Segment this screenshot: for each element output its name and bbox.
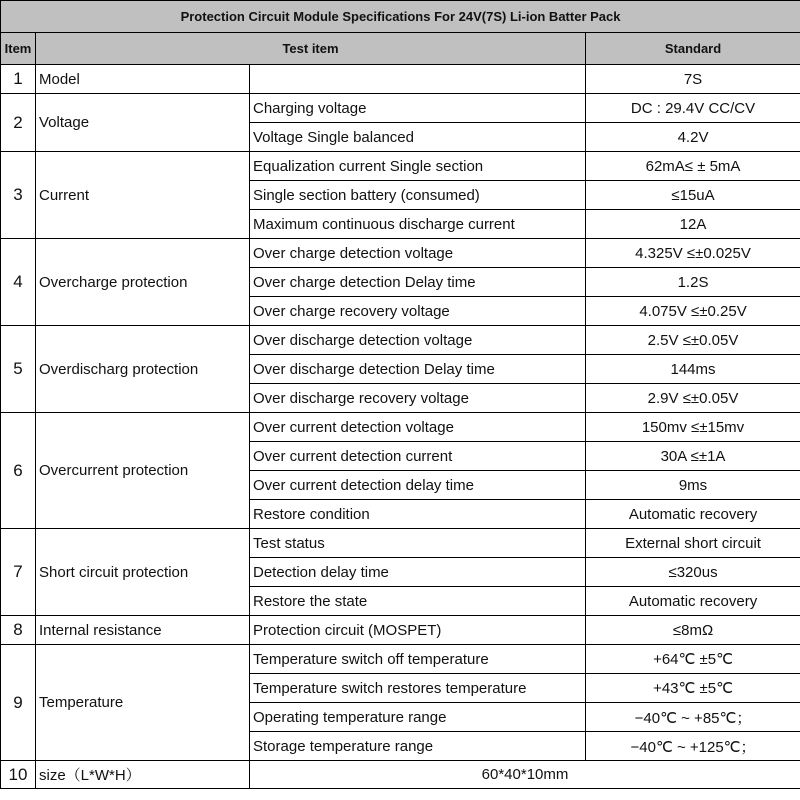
- standard-value: +43℃ ±5℃: [586, 674, 800, 703]
- test-item: Storage temperature range: [250, 732, 586, 761]
- test-item: Over current detection voltage: [250, 413, 586, 442]
- item-name: Overcharge protection: [36, 239, 250, 326]
- header-row: [1, 33, 800, 65]
- item-name: Voltage: [36, 94, 250, 152]
- item-number: 8: [1, 616, 36, 645]
- item-name: Internal resistance: [36, 616, 250, 645]
- test-item: Operating temperature range: [250, 703, 586, 732]
- standard-value: 2.5V ≤±0.05V: [586, 326, 800, 355]
- standard-value: ≤15uA: [586, 181, 800, 210]
- test-item: Restore the state: [250, 587, 586, 616]
- test-item: Test status: [250, 529, 586, 558]
- standard-value: ≤320us: [586, 558, 800, 587]
- test-item: Voltage Single balanced: [250, 123, 586, 152]
- size-value: 60*40*10mm: [250, 761, 800, 789]
- item-number: 4: [1, 239, 36, 326]
- item-name: Overdischarg protection: [36, 326, 250, 413]
- item-number: 6: [1, 413, 36, 529]
- standard-value: 2.9V ≤±0.05V: [586, 384, 800, 413]
- table-row: [1, 645, 800, 674]
- header-standard: Standard: [586, 33, 800, 65]
- item-name: Current: [36, 152, 250, 239]
- test-item: Temperature switch restores temperature: [250, 674, 586, 703]
- table-row: [1, 413, 800, 442]
- header-test-item: Test item: [36, 33, 586, 65]
- item-name: size（L*W*H）: [36, 761, 250, 789]
- standard-value: 9ms: [586, 471, 800, 500]
- table-row: [1, 616, 800, 645]
- standard-value: 4.325V ≤±0.025V: [586, 239, 800, 268]
- standard-value: 62mA≤ ± 5mA: [586, 152, 800, 181]
- standard-value: Automatic recovery: [586, 587, 800, 616]
- table-title: Protection Circuit Module Specifications For 24V(7S) Li-ion Batter Pack: [1, 1, 800, 33]
- standard-value: External short circuit: [586, 529, 800, 558]
- table-row: [1, 94, 800, 123]
- table-row: [1, 65, 800, 94]
- standard-value: 7S: [586, 65, 800, 94]
- standard-value: DC : 29.4V CC/CV: [586, 94, 800, 123]
- table-row: [1, 152, 800, 181]
- standard-value: +64℃ ±5℃: [586, 645, 800, 674]
- standard-value: Automatic recovery: [586, 500, 800, 529]
- test-item: Maximum continuous discharge current: [250, 210, 586, 239]
- test-item: Over current detection current: [250, 442, 586, 471]
- spec-body: [1, 65, 800, 789]
- item-number: 9: [1, 645, 36, 761]
- test-item: Single section battery (consumed): [250, 181, 586, 210]
- item-name: Overcurrent protection: [36, 413, 250, 529]
- standard-value: 4.2V: [586, 123, 800, 152]
- test-item: Restore condition: [250, 500, 586, 529]
- test-item: Over current detection delay time: [250, 471, 586, 500]
- standard-value: 30A ≤±1A: [586, 442, 800, 471]
- standard-value: 12A: [586, 210, 800, 239]
- test-item: Over charge recovery voltage: [250, 297, 586, 326]
- test-item: Over charge detection voltage: [250, 239, 586, 268]
- standard-value: 4.075V ≤±0.25V: [586, 297, 800, 326]
- test-item: Detection delay time: [250, 558, 586, 587]
- test-item: Equalization current Single section: [250, 152, 586, 181]
- test-item: Over discharge detection Delay time: [250, 355, 586, 384]
- item-number: 3: [1, 152, 36, 239]
- test-item: Temperature switch off temperature: [250, 645, 586, 674]
- standard-value: ≤8mΩ: [586, 616, 800, 645]
- table-row: [1, 239, 800, 268]
- test-item: Over discharge detection voltage: [250, 326, 586, 355]
- item-number: 5: [1, 326, 36, 413]
- test-item: [250, 65, 586, 94]
- table-row-size: [1, 761, 800, 789]
- standard-value: −40℃ ~ +85℃；: [586, 703, 800, 732]
- item-number: 1: [1, 65, 36, 94]
- test-item: Protection circuit (MOSPET): [250, 616, 586, 645]
- standard-value: −40℃ ~ +125℃；: [586, 732, 800, 761]
- item-number: 10: [1, 761, 36, 789]
- standard-value: 150mv ≤±15mv: [586, 413, 800, 442]
- test-item: Over charge detection Delay time: [250, 268, 586, 297]
- item-name: Temperature: [36, 645, 250, 761]
- item-number: 7: [1, 529, 36, 616]
- item-number: 2: [1, 94, 36, 152]
- table-row: [1, 529, 800, 558]
- item-name: Model: [36, 65, 250, 94]
- standard-value: 144ms: [586, 355, 800, 384]
- table-row: [1, 326, 800, 355]
- test-item: Over discharge recovery voltage: [250, 384, 586, 413]
- standard-value: 1.2S: [586, 268, 800, 297]
- item-name: Short circuit protection: [36, 529, 250, 616]
- test-item: Charging voltage: [250, 94, 586, 123]
- header-item: Item: [1, 33, 36, 65]
